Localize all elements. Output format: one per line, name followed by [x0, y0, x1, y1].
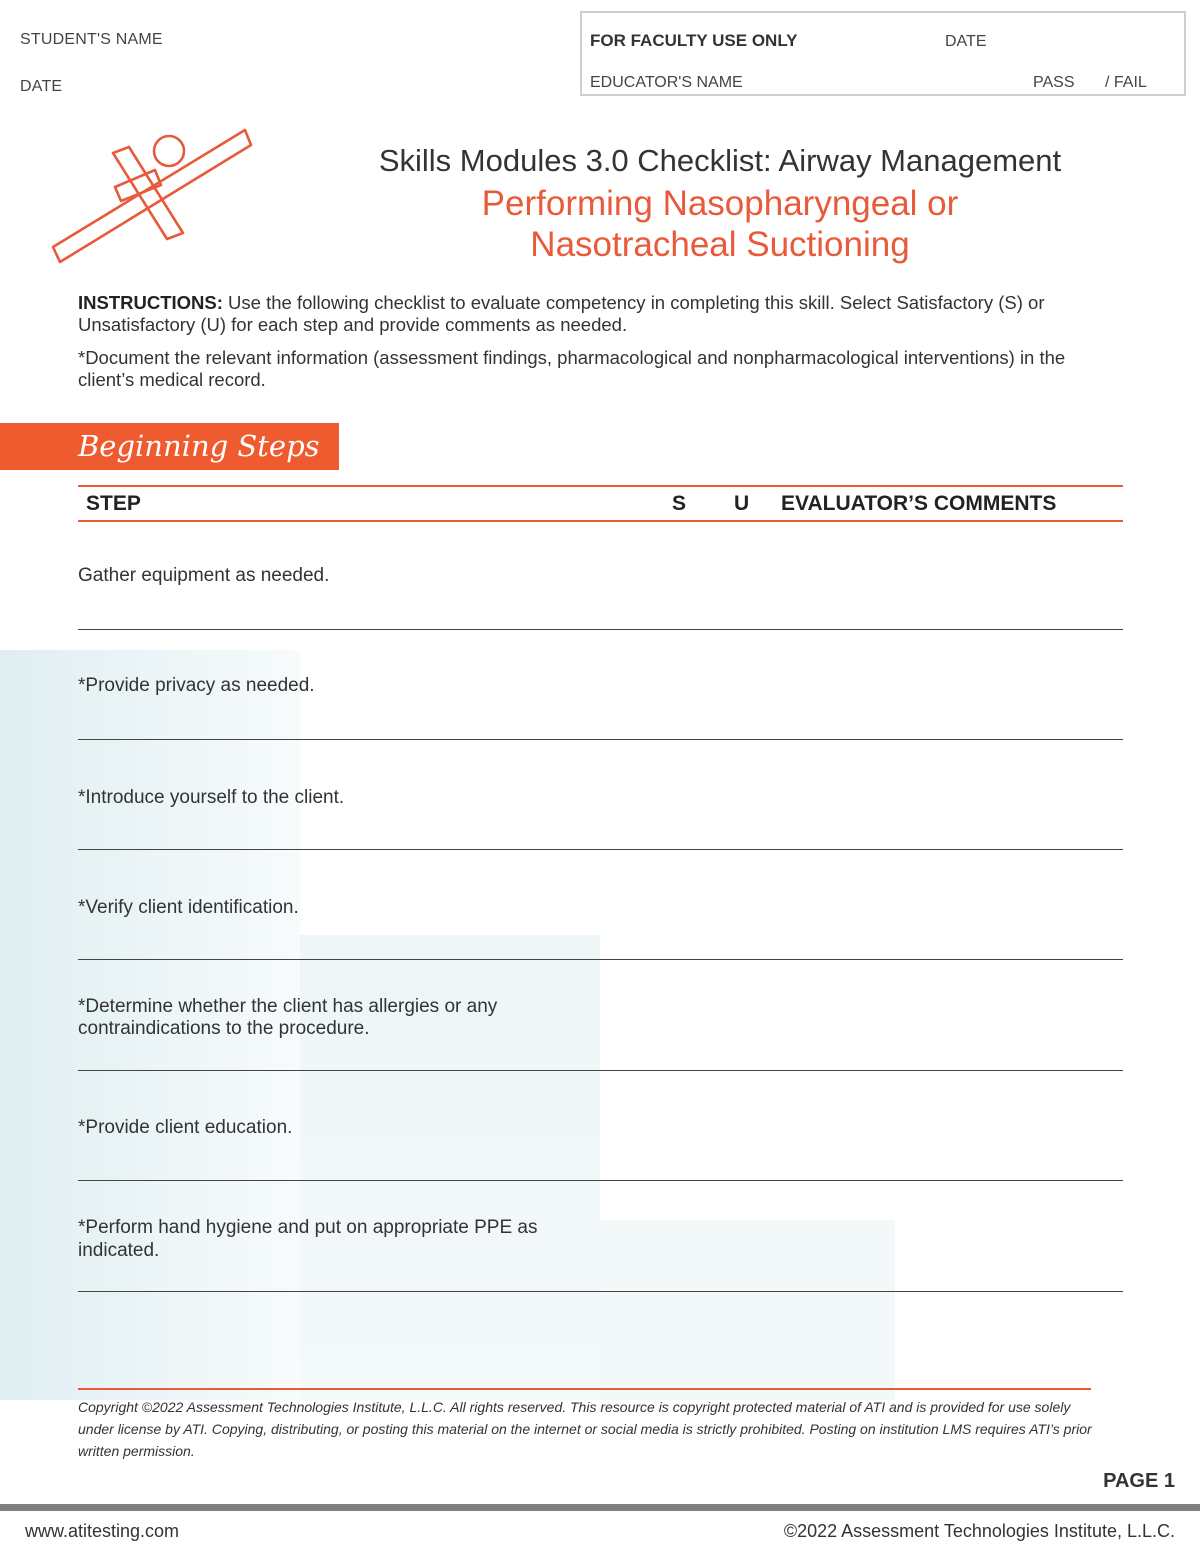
- copyright-rule: [78, 1388, 1091, 1390]
- step-divider: [78, 739, 1123, 740]
- instructions-lead: INSTRUCTIONS:: [78, 292, 223, 313]
- instructions-text: Use the following checklist to evaluate competency in completing this skill. Select Satisfactory (S) or Unsatisfactory (U) for each step and provide comments as needed.: [78, 292, 1045, 335]
- step-text: *Determine whether the client has allergies or any contraindications to the procedure.: [78, 996, 498, 1039]
- ati-figure-logo: [45, 125, 260, 270]
- educator-name-label: EDUCATOR'S NAME: [590, 74, 743, 91]
- pass-label: PASS: [1033, 74, 1075, 91]
- student-name-label: STUDENT'S NAME: [20, 31, 163, 48]
- column-header: [78, 485, 1123, 522]
- background-shade: [600, 1220, 895, 1400]
- column-comments: EVALUATOR’S COMMENTS: [781, 492, 1057, 515]
- step-divider: [78, 959, 1123, 960]
- step-divider: [78, 1291, 1123, 1292]
- skill-title-line2: Nasotracheal Suctioning: [530, 225, 910, 264]
- step-text: *Introduce yourself to the client.: [78, 787, 345, 808]
- column-s: S: [672, 492, 687, 515]
- column-u: U: [734, 492, 750, 515]
- fail-label: / FAIL: [1105, 74, 1147, 91]
- footer-bar: [0, 1504, 1200, 1511]
- section-tab: [0, 423, 339, 470]
- step-text: Gather equipment as needed.: [78, 565, 330, 586]
- step-text: *Provide privacy as needed.: [78, 675, 315, 696]
- skill-title-line1: Performing Nasopharyngeal or: [481, 184, 959, 223]
- step-divider: [78, 1070, 1123, 1071]
- footer-company: ©2022 Assessment Technologies Institute, L.L.C.: [783, 1521, 1175, 1541]
- page-number: PAGE 1: [1103, 1470, 1175, 1492]
- step-text: *Perform hand hygiene and put on appropriate PPE as indicated.: [78, 1217, 538, 1261]
- footer-website[interactable]: www.atitesting.com: [25, 1521, 180, 1541]
- step-text: *Provide client education.: [78, 1117, 293, 1138]
- step-divider: [78, 849, 1123, 850]
- instructions-note: *Document the relevant information (assessment findings, pharmacological and nonpharmacological interventions) in the client’s medical record.: [78, 347, 1066, 390]
- date-label: DATE: [20, 78, 63, 95]
- section-title: Beginning Steps: [78, 429, 320, 463]
- instructions: [78, 292, 1078, 391]
- step-divider: [78, 1180, 1123, 1181]
- faculty-title: FOR FACULTY USE ONLY: [590, 31, 798, 50]
- copyright-notice: Copyright ©2022 Assessment Technologies Institute, L.L.C. All rights reserved. This resource is copyright protected material of ATI and is provided for use solely under license by ATI. Copying, distributing, or posting this material on the internet or social media is strictly prohibited. Posting on institution LMS requires ATI’s prior written permission.: [78, 1399, 1092, 1459]
- checklist-title: Skills Modules 3.0 Checklist: Airway Management: [378, 143, 1062, 178]
- column-step: STEP: [86, 492, 141, 515]
- step-divider: [78, 629, 1123, 630]
- faculty-date-label: DATE: [945, 33, 987, 50]
- step-text: *Verify client identification.: [78, 897, 299, 918]
- skill-title: [340, 183, 1100, 265]
